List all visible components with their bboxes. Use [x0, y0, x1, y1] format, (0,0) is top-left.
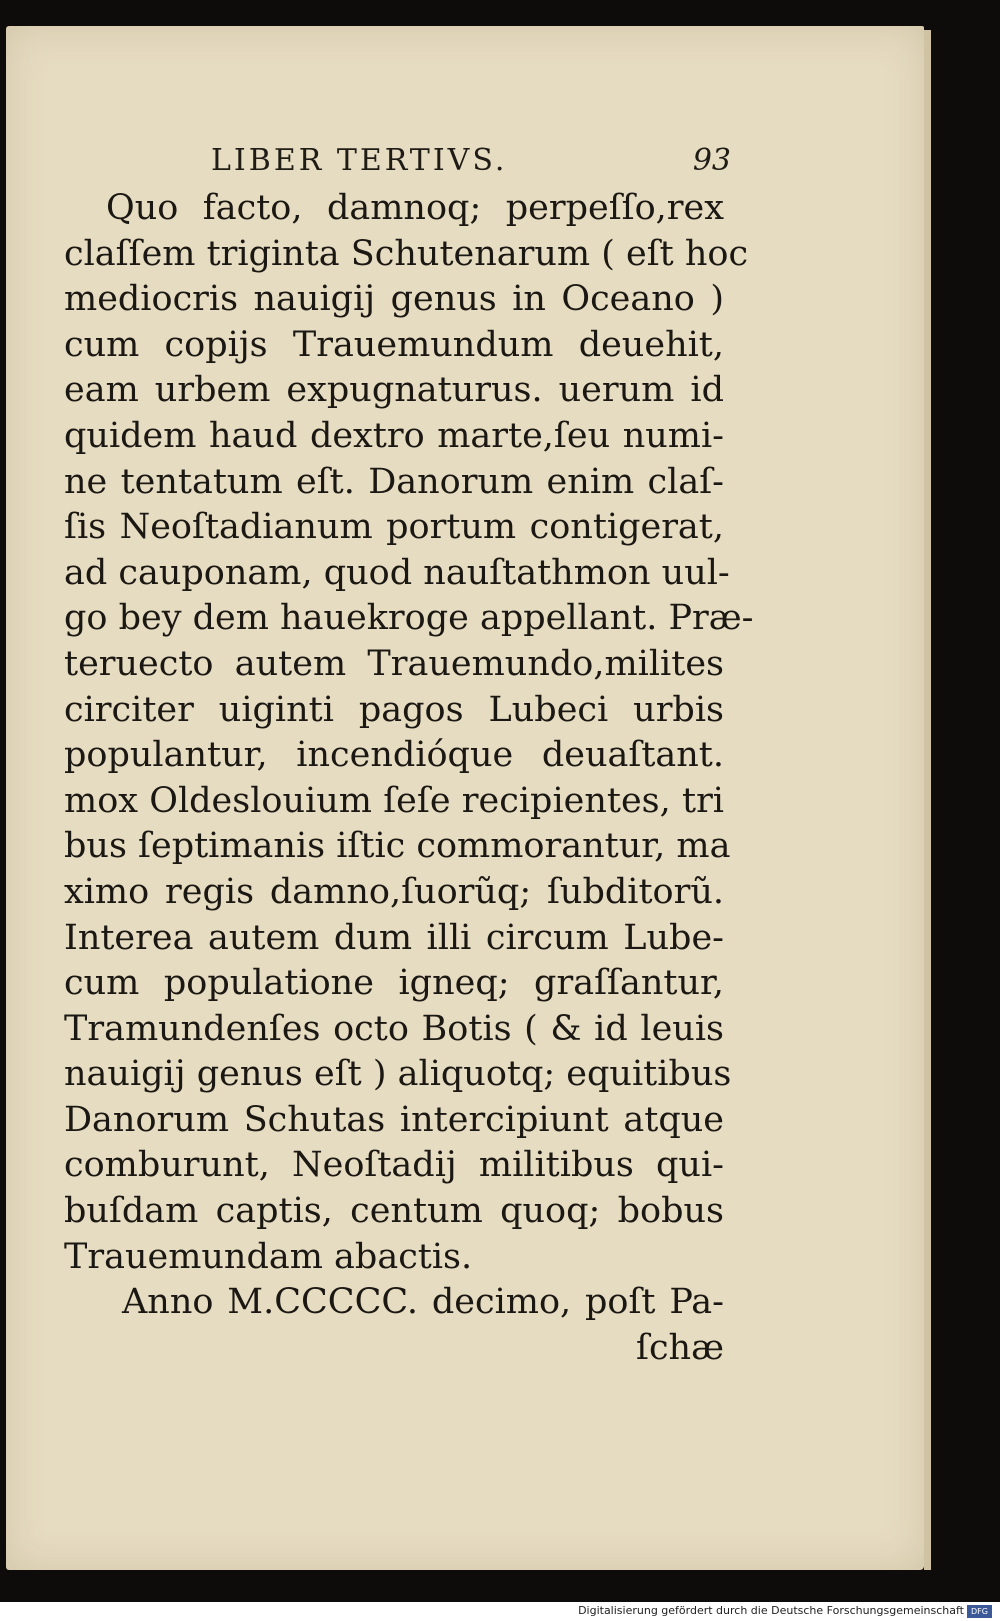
text-line: ad cauponam, quod nauſtathmon uul- — [64, 552, 730, 593]
text-line: buſdam captis, centum quoq; bobus — [64, 1191, 724, 1232]
book-page — [6, 26, 924, 1570]
digitization-footer — [0, 1602, 1000, 1621]
page-edge — [924, 30, 931, 1570]
text-line: mediocris nauigij genus in Oceano ) — [64, 279, 724, 320]
text-line: go bey dem hauekroge appellant. Præ- — [64, 598, 754, 639]
text-line: ximo regis damno,ſuorũq; ſubditorũ. — [64, 871, 724, 912]
text-line: populantur, incendióque deuaſtant. — [64, 735, 724, 776]
page-header — [211, 143, 731, 183]
text-line: Trauemundam abactis. — [64, 1236, 473, 1277]
text-line: Interea autem dum illi circum Lube- — [64, 917, 724, 958]
text-line: Tramundenſes octo Botis ( & id leuis — [64, 1008, 724, 1049]
footer-credit: Digitalisierung gefördert durch die Deutsche Forschungsgemeinschaft — [578, 1604, 964, 1617]
text-line: quidem haud dextro marte,ſeu numi- — [64, 415, 724, 456]
text-line: cum copijs Trauemundum deuehit, — [64, 324, 724, 365]
text-line: mox Oldeslouium ſeſe recipientes, tri — [64, 780, 724, 821]
text-line: nauigij genus eſt ) aliquotq; equitibus — [64, 1054, 732, 1095]
text-line: ſis Neoſtadianum portum contigerat, — [64, 507, 724, 548]
dfg-logo: DFG — [967, 1605, 992, 1618]
catchword: ſchæ — [636, 1327, 724, 1368]
text-line: comburunt, Neoſtadij militibus qui- — [64, 1145, 724, 1186]
text-line: Quo facto, damnoq; perpeſſo,rex — [106, 188, 724, 228]
text-line: Anno M.CCCCC. decimo, poſt Pa- — [122, 1282, 724, 1323]
text-line: eam urbem expugnaturus. uerum id — [64, 370, 724, 411]
body-text — [64, 186, 754, 1371]
text-line: Danorum Schutas intercipiunt atque — [64, 1099, 724, 1140]
text-line: claſſem triginta Schutenarum ( eſt hoc — [64, 233, 749, 274]
running-title: LIBER TERTIVS. — [211, 143, 508, 178]
text-line: teruecto autem Trauemundo,milites — [64, 643, 724, 684]
text-line: circiter uiginti pagos Lubeci urbis — [64, 689, 724, 730]
text-line: cum populatione igneq; graſſantur, — [64, 963, 724, 1004]
text-line: bus ſeptimanis iſtic commorantur, ma — [64, 826, 731, 867]
page-number: 93 — [692, 143, 731, 178]
text-line: ne tentatum eſt. Danorum enim claſ- — [64, 461, 724, 502]
